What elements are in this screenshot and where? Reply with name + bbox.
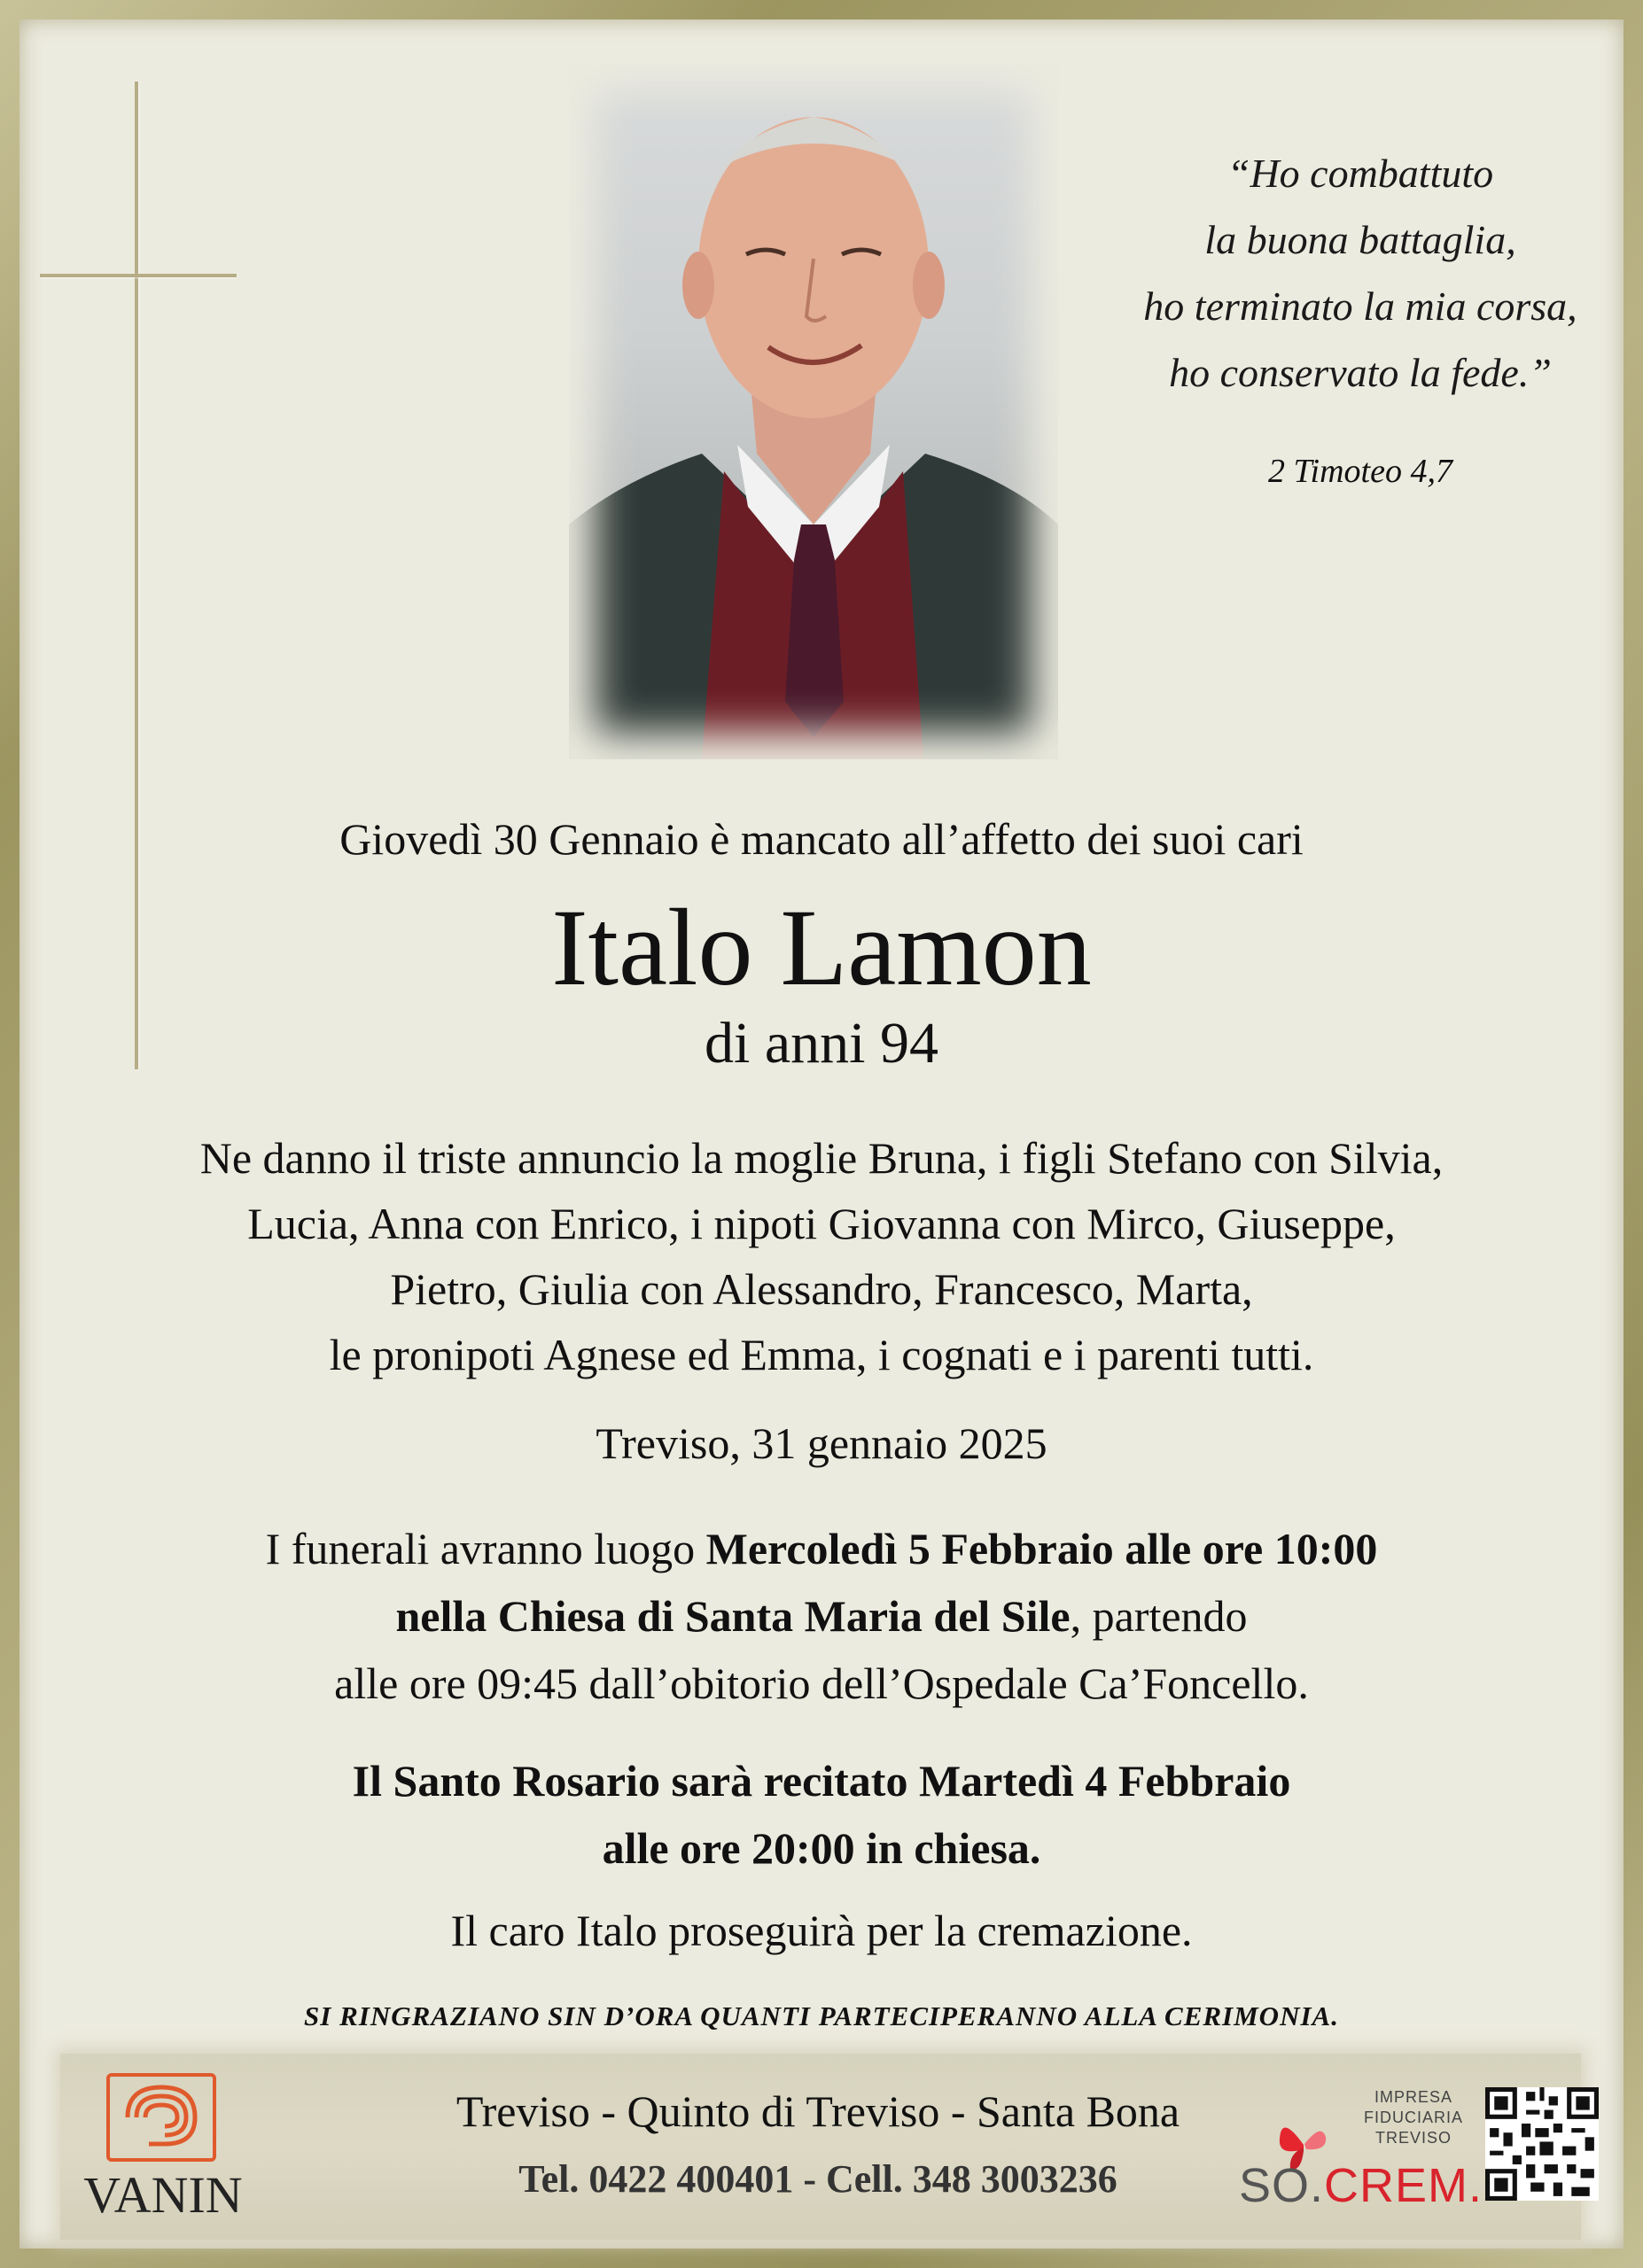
family-line: Ne danno il triste annuncio la moglie Bruna, i figli Stefano con Silvia, bbox=[199, 1133, 1444, 1183]
footer-locations: Treviso - Quinto di Treviso - Santa Bona bbox=[456, 2086, 1180, 2136]
funeral-datetime: Mercoledì 5 Febbraio alle ore 10:00 bbox=[705, 1524, 1378, 1573]
quote-line: ho conservato la fede.” bbox=[1169, 350, 1552, 395]
deceased-age: di anni 94 bbox=[705, 1011, 938, 1076]
portrait-photo bbox=[569, 64, 1058, 759]
funeral-departure: alle ore 09:45 dall’obitorio dell’Ospedale Ca’Foncello. bbox=[334, 1658, 1309, 1708]
death-announcement-intro: Giovedì 30 Gennaio è mancato all’affetto dei suoi cari bbox=[339, 814, 1304, 864]
quote-reference: 2 Timoteo 4,7 bbox=[1268, 453, 1452, 490]
quote-line: “Ho combattuto bbox=[1226, 151, 1494, 196]
cross-horizontal bbox=[40, 274, 237, 277]
qr-code-icon[interactable] bbox=[1485, 2087, 1599, 2201]
quote-line: ho terminato la mia corsa, bbox=[1143, 284, 1577, 329]
place-date: Treviso, 31 gennaio 2025 bbox=[596, 1418, 1047, 1468]
deceased-name: Italo Lamon bbox=[551, 887, 1092, 1008]
family-line: Pietro, Giulia con Alessandro, Francesco, Marta, bbox=[390, 1264, 1253, 1314]
family-list bbox=[0, 1125, 1643, 1387]
cremation-note: Il caro Italo proseguirà per la cremazione. bbox=[450, 1906, 1193, 1955]
rosary-line: alle ore 20:00 in chiesa. bbox=[602, 1823, 1041, 1873]
funeral-church: nella Chiesa di Santa Maria del Sile bbox=[395, 1591, 1071, 1641]
footer-contacts: Tel. 0422 400401 - Cell. 348 3003236 bbox=[518, 2157, 1117, 2201]
family-line: le pronipoti Agnese ed Emma, i cognati e i parenti tutti. bbox=[329, 1330, 1314, 1379]
rosary-line: Il Santo Rosario sarà recitato Martedì 4 Febbraio bbox=[352, 1756, 1291, 1806]
socrem-logo: SO.CREM. bbox=[1239, 2159, 1483, 2212]
bible-quote bbox=[1094, 140, 1626, 406]
thanks-note: SI RINGRAZIANO SIN D’ORA QUANTI PARTECIPERANNO ALLA CERIMONIA. bbox=[304, 2000, 1339, 2031]
rosary-details bbox=[0, 1747, 1643, 1882]
funeral-text: I funerali avranno luogo bbox=[265, 1524, 706, 1573]
company-name: VANIN bbox=[83, 2166, 243, 2224]
funeral-home-footer bbox=[60, 2054, 1581, 2240]
quote-line: la buona battaglia, bbox=[1204, 217, 1516, 262]
family-line: Lucia, Anna con Enrico, i nipoti Giovanna con Mirco, Giuseppe, bbox=[247, 1199, 1396, 1248]
vanin-logo-icon bbox=[106, 2073, 216, 2162]
socrem-tagline: IMPRESA FIDUCIARIA TREVISO bbox=[1363, 2088, 1463, 2147]
funeral-details bbox=[0, 1515, 1643, 1717]
funeral-text: , partendo bbox=[1070, 1591, 1248, 1641]
